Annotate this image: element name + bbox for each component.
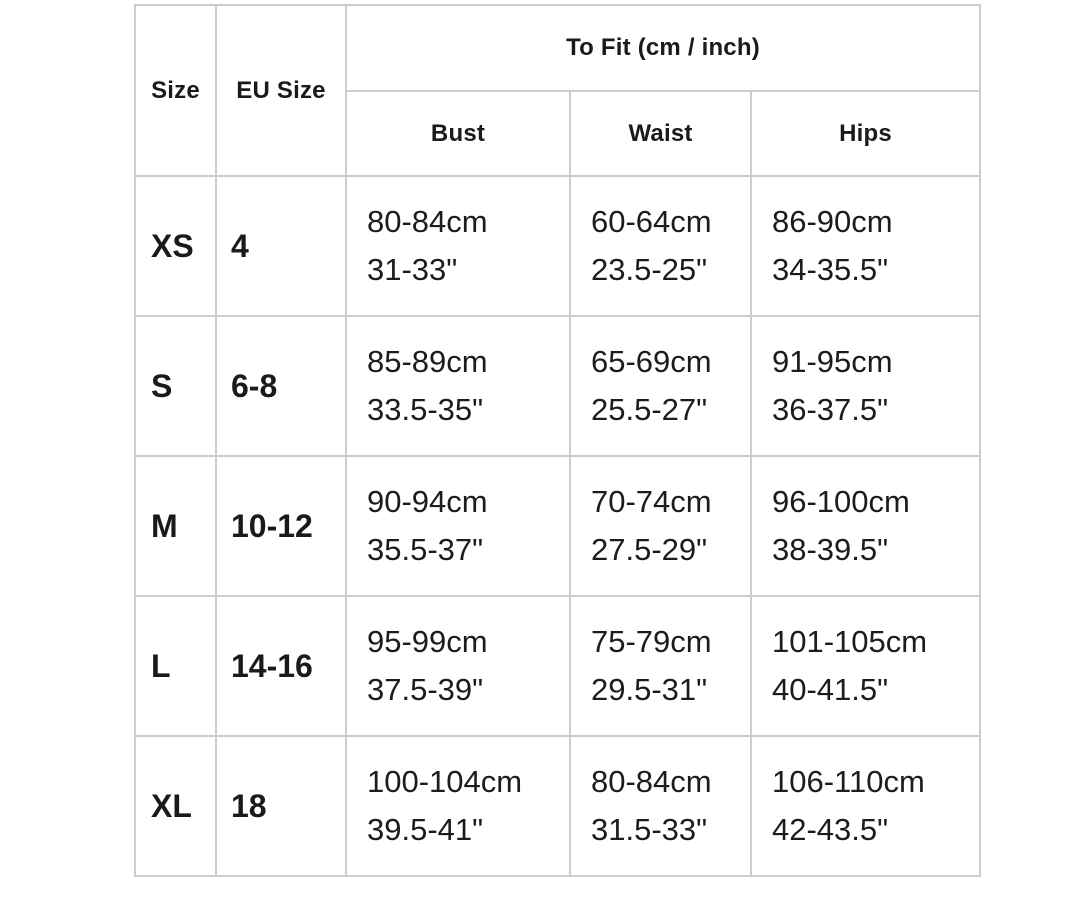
col-header-to-fit: To Fit (cm / inch) [346,5,980,91]
cell-eu-size: 10-12 [216,456,346,596]
waist-inch-value: 29.5-31" [591,672,708,707]
waist-cm-value: 75-79cm [591,624,712,659]
cell-size: S [135,316,216,456]
cell-bust [346,316,570,456]
cell-waist [570,456,751,596]
col-header-hips: Hips [751,91,980,176]
waist-inch-value: 31.5-33" [591,812,708,847]
table-row [135,456,980,596]
cell-size: XS [135,176,216,316]
hips-cm-value: 96-100cm [772,484,910,519]
header-row-top [135,5,980,91]
cell-hips [751,456,980,596]
bust-inch-value: 31-33" [367,252,458,287]
bust-cm-value: 85-89cm [367,344,488,379]
bust-cm-value: 90-94cm [367,484,488,519]
hips-cm-value: 91-95cm [772,344,893,379]
waist-inch-value: 27.5-29" [591,532,708,567]
cell-bust [346,736,570,876]
cell-size: L [135,596,216,736]
col-header-size: Size [135,5,216,176]
cell-size: M [135,456,216,596]
cell-bust [346,596,570,736]
table-row [135,176,980,316]
cell-waist [570,176,751,316]
cell-waist [570,736,751,876]
cell-eu-size: 14-16 [216,596,346,736]
bust-inch-value: 37.5-39" [367,672,484,707]
cell-bust [346,176,570,316]
cell-hips [751,316,980,456]
size-chart-table [134,4,981,877]
waist-inch-value: 23.5-25" [591,252,708,287]
col-header-waist: Waist [570,91,751,176]
cell-waist [570,316,751,456]
hips-cm-value: 86-90cm [772,204,893,239]
hips-inch-value: 42-43.5" [772,812,889,847]
table-row [135,596,980,736]
hips-inch-value: 38-39.5" [772,532,889,567]
bust-inch-value: 35.5-37" [367,532,484,567]
bust-cm-value: 95-99cm [367,624,488,659]
bust-inch-value: 39.5-41" [367,812,484,847]
col-header-eu-size: EU Size [216,5,346,176]
table-row [135,316,980,456]
cell-size: XL [135,736,216,876]
cell-hips [751,736,980,876]
waist-cm-value: 60-64cm [591,204,712,239]
waist-cm-value: 80-84cm [591,764,712,799]
hips-inch-value: 36-37.5" [772,392,889,427]
bust-cm-value: 100-104cm [367,764,523,799]
waist-cm-value: 65-69cm [591,344,712,379]
cell-bust [346,456,570,596]
hips-inch-value: 34-35.5" [772,252,889,287]
bust-inch-value: 33.5-35" [367,392,484,427]
table-row [135,736,980,876]
bust-cm-value: 80-84cm [367,204,488,239]
cell-eu-size: 18 [216,736,346,876]
hips-inch-value: 40-41.5" [772,672,889,707]
hips-cm-value: 101-105cm [772,624,928,659]
cell-hips [751,596,980,736]
col-header-bust: Bust [346,91,570,176]
cell-hips [751,176,980,316]
hips-cm-value: 106-110cm [772,764,925,799]
cell-waist [570,596,751,736]
waist-cm-value: 70-74cm [591,484,712,519]
cell-eu-size: 6-8 [216,316,346,456]
cell-eu-size: 4 [216,176,346,316]
waist-inch-value: 25.5-27" [591,392,708,427]
